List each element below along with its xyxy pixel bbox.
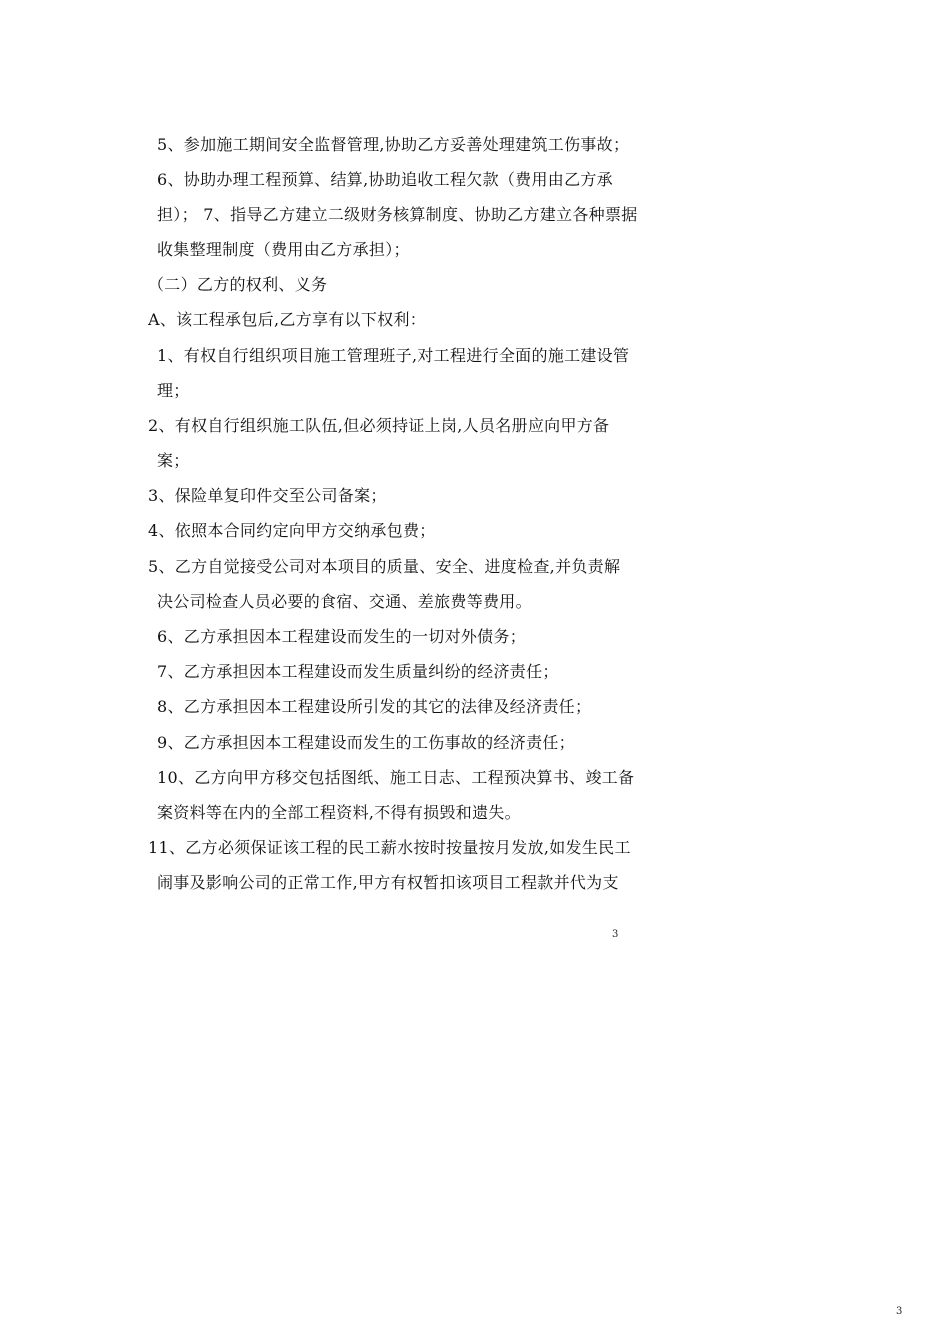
corner-page-number: 3 [896, 1306, 903, 1317]
text-line: 6、乙方承担因本工程建设而发生的一切对外债务； [157, 627, 527, 646]
text-line: 5、参加施工期间安全监督管理,协助乙方妥善处理建筑工伤事故； [157, 135, 630, 154]
text-line: 担）； 7、指导乙方建立二级财务核算制度、协助乙方建立各种票据 [157, 205, 638, 224]
text-line: 7、乙方承担因本工程建设而发生质量纠纷的经济责任； [157, 662, 559, 681]
text-line: 案资料等在内的全部工程资料,不得有损毁和遗失。 [157, 803, 521, 822]
page-number: 3 [612, 929, 619, 940]
section-heading: （二）乙方的权利、义务 [148, 275, 328, 294]
text-line: 2、有权自行组织施工队伍,但必须持证上岗,人员名册应向甲方备 [148, 416, 610, 435]
text-line: 3、保险单复印件交至公司备案； [148, 486, 387, 505]
text-line: 11、乙方必须保证该工程的民工薪水按时按量按月发放,如发生民工 [148, 838, 631, 857]
text-line: 5、乙方自觉接受公司对本项目的质量、安全、进度检查,并负责解 [148, 557, 621, 576]
text-line: 6、协助办理工程预算、结算,协助追收工程欠款（费用由乙方承 [157, 170, 613, 189]
text-line: 9、乙方承担因本工程建设而发生的工伤事故的经济责任； [157, 733, 575, 752]
text-line: 10、乙方向甲方移交包括图纸、施工日志、工程预决算书、竣工备 [157, 768, 635, 787]
text-line: 4、依照本合同约定向甲方交纳承包费； [148, 521, 436, 540]
text-line: A、该工程承包后,乙方享有以下权利： [148, 310, 427, 329]
text-line: 1、有权自行组织项目施工管理班子,对工程进行全面的施工建设管 [157, 346, 630, 365]
text-line: 闹事及影响公司的正常工作,甲方有权暂扣该项目工程款并代为支 [157, 873, 619, 892]
text-line: 案； [157, 451, 190, 470]
text-line: 理； [157, 381, 190, 400]
text-line: 决公司检查人员必要的食宿、交通、差旅费等费用。 [157, 592, 532, 611]
text-line: 收集整理制度（费用由乙方承担）； [157, 240, 410, 259]
text-line: 8、乙方承担因本工程建设所引发的其它的法律及经济责任； [157, 697, 592, 716]
